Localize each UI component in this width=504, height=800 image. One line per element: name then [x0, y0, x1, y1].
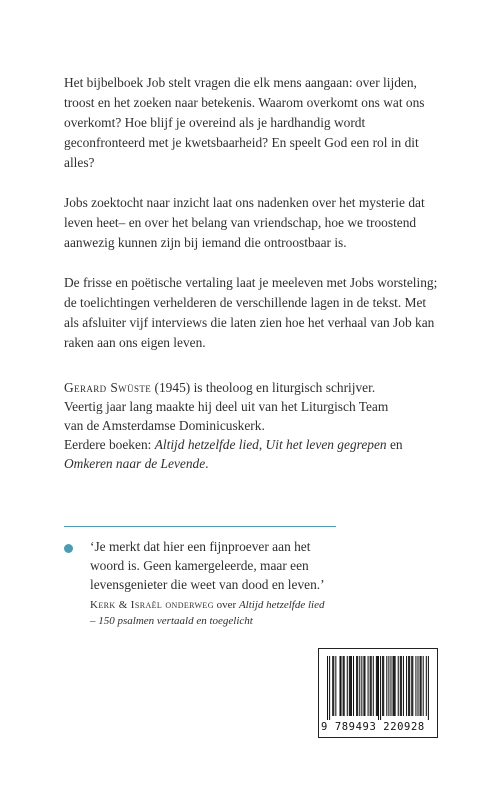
barcode-bar	[341, 656, 342, 716]
barcode-bar	[339, 656, 340, 716]
barcode-bar	[428, 656, 429, 720]
barcode-bar	[377, 656, 378, 716]
barcode-bar	[344, 656, 345, 716]
barcode-bar	[395, 656, 396, 716]
review-quote	[90, 537, 420, 594]
barcode-bar	[400, 656, 401, 716]
barcode-bar	[373, 656, 374, 716]
bio-end: .	[205, 456, 209, 471]
barcode-bar	[386, 656, 387, 716]
barcode-bar	[329, 656, 330, 720]
barcode-bar	[378, 656, 379, 720]
barcode-bar	[401, 656, 402, 716]
barcode-bar	[382, 656, 383, 716]
barcode-bar	[393, 656, 394, 716]
quote-line-2: woord is. Geen kamergeleerde, maar een	[90, 558, 309, 573]
barcode-bar	[390, 656, 391, 716]
barcode-bar	[408, 656, 409, 716]
barcode-bar	[353, 656, 354, 716]
barcode-bar	[406, 656, 407, 716]
bio-line-5	[64, 454, 444, 473]
quote-line-3: levensgenieter die weet van dood en leven.’	[90, 577, 325, 592]
review-source	[90, 597, 420, 629]
barcode-bar	[370, 656, 371, 716]
barcode-bar	[350, 656, 351, 716]
barcode-bar	[417, 656, 418, 716]
blurb-paragraph-1: Het bijbelboek Job stelt vragen die elk mens aangaan: over lijden, troost en het zoeken naar betekenis. Waarom overkomt ons wat ons overkomt? Hoe blijf je overeind als je hardhandig wordt geconfronteerd met je kwetsbaarheid? En speelt God een rol in dit alles?	[64, 75, 425, 170]
barcode-bar	[388, 656, 389, 716]
barcode-bar	[368, 656, 369, 716]
previous-books-label: Eerdere boeken:	[64, 437, 155, 452]
barcode-bars	[327, 656, 431, 720]
bio-line-1-rest: (1945) is theoloog en liturgisch schrijver.	[151, 380, 376, 395]
barcode-bar	[349, 656, 350, 716]
barcode-bar	[421, 656, 422, 716]
source-name: Kerk & Israël onderweg	[90, 599, 214, 611]
barcode-bar	[383, 656, 384, 716]
source-over: over	[213, 599, 239, 611]
barcode-bar	[363, 656, 364, 716]
bio-line-4	[64, 435, 444, 454]
bio-line-2: Veertig jaar lang maakte hij deel uit van het Liturgisch Team	[64, 399, 389, 414]
isbn-number: 9 789493 220928	[321, 721, 425, 733]
books-separator: ,	[258, 437, 266, 452]
divider-rule	[64, 526, 336, 527]
barcode-bar	[426, 656, 427, 716]
barcode-bar	[357, 656, 358, 716]
source-subtitle: – 150 psalmen vertaald en toegelicht	[90, 615, 253, 627]
barcode-bar	[412, 656, 413, 716]
previous-book-1: Altijd hetzelfde lied	[154, 437, 259, 452]
barcode-bar	[364, 656, 365, 716]
barcode-bar	[333, 656, 334, 716]
blurb	[64, 73, 444, 373]
bio-line-3: van de Amsterdamse Dominicuskerk.	[64, 418, 265, 433]
barcode-bar	[361, 656, 362, 716]
source-line-1	[90, 597, 420, 613]
barcode-bar	[376, 656, 377, 716]
quote-line-1: ‘Je merkt dat hier een fijnproever aan het	[90, 539, 311, 554]
barcode-bar	[403, 656, 404, 716]
barcode-bar	[380, 656, 381, 720]
bullet-dot-icon	[64, 544, 73, 553]
barcode-bar	[351, 656, 352, 716]
previous-book-3: Omkeren naar de Levende	[64, 456, 206, 471]
barcode-bar	[332, 656, 333, 716]
barcode-bar	[420, 656, 421, 716]
bio-line-1	[64, 378, 444, 397]
source-book: Altijd hetzelfde lied	[238, 599, 325, 611]
author-name: Gerard Swüste	[64, 380, 152, 395]
barcode-bar	[409, 656, 410, 716]
barcode-bar	[347, 656, 348, 716]
books-and: en	[386, 437, 403, 452]
barcode-bar	[415, 656, 416, 716]
blurb-paragraph-3: De frisse en poëtische vertaling laat je meeleven met Jobs worsteling; de toelichtingen verhelderen de verschillende lagen in de tekst. Met als afsluiter vijf interviews die laten zien hoe het verhaal van Job kan raken aan ons eigen leven.	[64, 275, 438, 350]
isbn-barcode	[318, 648, 438, 738]
barcode-bar	[343, 656, 344, 716]
barcode-bar	[411, 656, 412, 716]
barcode-bar	[394, 656, 395, 716]
barcode-bar	[398, 656, 399, 716]
barcode-bar	[371, 656, 372, 716]
barcode-bar	[335, 656, 336, 716]
barcode-bar	[359, 656, 360, 716]
previous-book-2: Uit het leven gegrepen	[265, 437, 387, 452]
blurb-paragraph-2: Jobs zoektocht naar inzicht laat ons nadenken over het mysterie dat leven heet– en over het belang van vriendschap, hoe we troostend aanwezig kunnen zijn bij iemand die ontroostbaar is.	[64, 195, 425, 250]
barcode-bar	[327, 656, 328, 720]
author-bio	[64, 378, 444, 473]
barcode-bar	[356, 656, 357, 716]
barcode-bar	[423, 656, 424, 716]
